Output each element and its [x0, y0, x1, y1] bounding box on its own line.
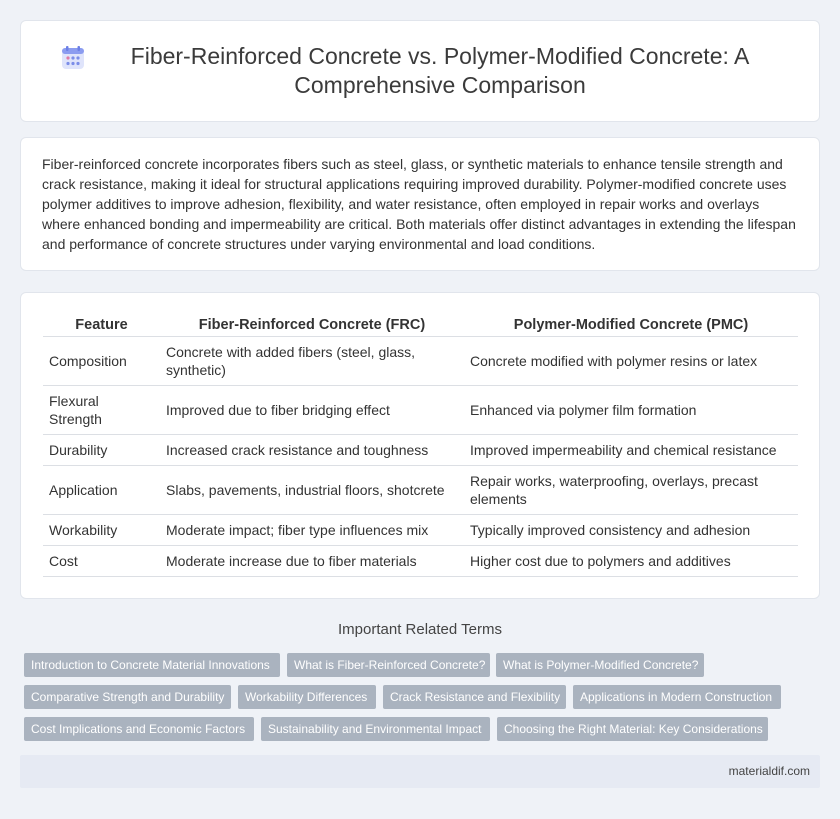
- column-header-pmc: Polymer-Modified Concrete (PMC): [464, 313, 798, 337]
- frc-cell: Moderate increase due to fiber materials: [160, 546, 464, 577]
- column-header-feature: Feature: [43, 313, 160, 337]
- pmc-cell: Enhanced via polymer film formation: [464, 386, 798, 435]
- related-term-tag[interactable]: Choosing the Right Material: Key Considerations: [497, 717, 768, 741]
- related-term-tag[interactable]: Sustainability and Environmental Impact: [261, 717, 490, 741]
- footer: [20, 755, 820, 788]
- comparison-table: [43, 313, 798, 577]
- frc-cell: Slabs, pavements, industrial floors, shotcrete: [160, 466, 464, 515]
- feature-cell: Cost: [43, 546, 160, 577]
- frc-cell: Concrete with added fibers (steel, glass, synthetic): [160, 337, 464, 386]
- pmc-cell: Higher cost due to polymers and additives: [464, 546, 798, 577]
- table-row: [43, 337, 798, 386]
- table-row: [43, 435, 798, 466]
- site-name[interactable]: materialdif.com: [728, 764, 810, 778]
- frc-cell: Moderate impact; fiber type influences mix: [160, 515, 464, 546]
- intro-card: [20, 137, 820, 271]
- table-row: [43, 466, 798, 515]
- feature-cell: Durability: [43, 435, 160, 466]
- related-term-tag[interactable]: Workability Differences: [238, 685, 376, 709]
- related-term-tag[interactable]: What is Fiber-Reinforced Concrete?: [287, 653, 490, 677]
- frc-cell: Improved due to fiber bridging effect: [160, 386, 464, 435]
- title-card: [20, 20, 820, 122]
- pmc-cell: Repair works, waterproofing, overlays, precast elements: [464, 466, 798, 515]
- table-header-row: [43, 313, 798, 337]
- frc-cell: Increased crack resistance and toughness: [160, 435, 464, 466]
- feature-cell: Flexural Strength: [43, 386, 160, 435]
- intro-paragraph: Fiber-reinforced concrete incorporates fibers such as steel, glass, or synthetic materials to enhance tensile strength and crack resistance, making it ideal for structural applications requiring improved durability. Polymer-modified concrete uses polymer additives to improve adhesion, flexibility, and water resistance, often employed in repair works and overlays where enhanced bonding and impermeability are critical. Both materials offer distinct advantages in extending the lifespan and performance of concrete structures under varying environmental and load conditions.: [42, 156, 796, 252]
- column-header-frc: Fiber-Reinforced Concrete (FRC): [160, 313, 464, 337]
- related-term-tag[interactable]: What is Polymer-Modified Concrete?: [496, 653, 704, 677]
- pmc-cell: Concrete modified with polymer resins or latex: [464, 337, 798, 386]
- table-row: [43, 546, 798, 577]
- related-term-tag[interactable]: Comparative Strength and Durability: [24, 685, 231, 709]
- table-row: [43, 386, 798, 435]
- feature-cell: Workability: [43, 515, 160, 546]
- calendar-icon: [60, 45, 86, 71]
- comparison-table-card: [20, 292, 820, 599]
- feature-cell: Application: [43, 466, 160, 515]
- related-term-tag[interactable]: Applications in Modern Construction: [573, 685, 781, 709]
- related-term-tag[interactable]: Introduction to Concrete Material Innovations: [24, 653, 280, 677]
- page-title: Fiber-Reinforced Concrete vs. Polymer-Modified Concrete: A Comprehensive Comparison: [130, 43, 750, 98]
- feature-cell: Composition: [43, 337, 160, 386]
- pmc-cell: Typically improved consistency and adhesion: [464, 515, 798, 546]
- related-term-tag[interactable]: Cost Implications and Economic Factors: [24, 717, 254, 741]
- related-terms-heading: Important Related Terms: [338, 621, 502, 638]
- related-term-tag[interactable]: Crack Resistance and Flexibility: [383, 685, 566, 709]
- table-row: [43, 515, 798, 546]
- pmc-cell: Improved impermeability and chemical resistance: [464, 435, 798, 466]
